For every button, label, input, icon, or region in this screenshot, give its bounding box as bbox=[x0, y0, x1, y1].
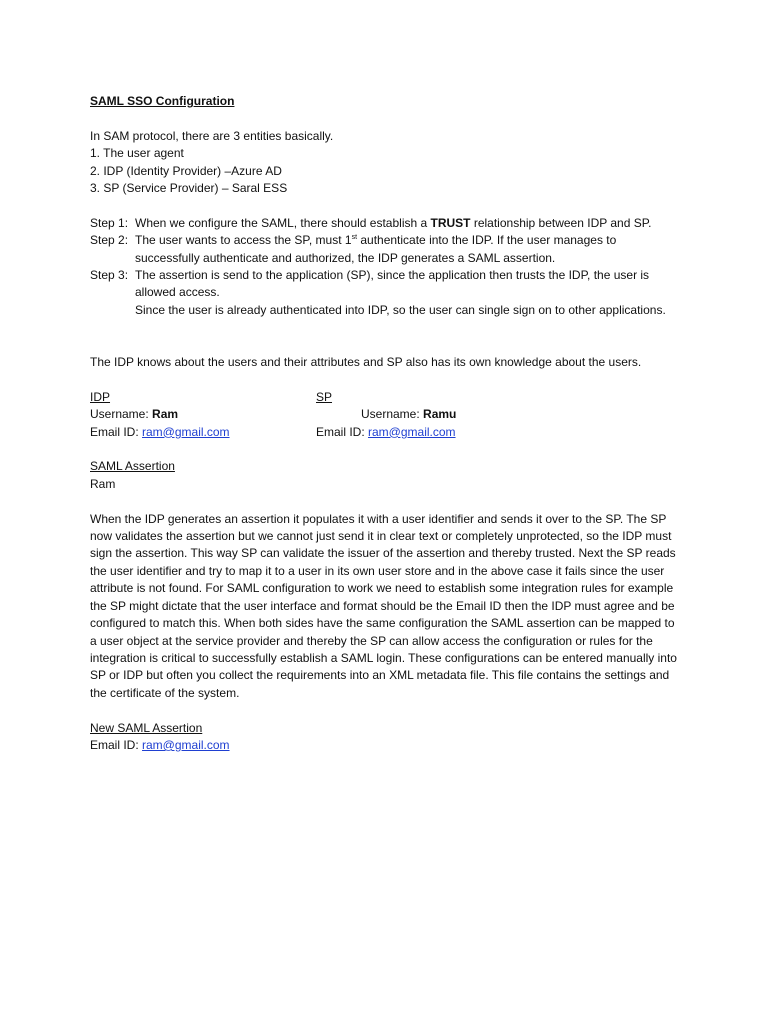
username-label: Username: bbox=[90, 407, 153, 422]
page-title: SAML SSO Configuration bbox=[90, 94, 235, 108]
idp-heading: IDP bbox=[90, 389, 111, 404]
spacer bbox=[90, 371, 680, 388]
step-label: Step 3: bbox=[90, 268, 129, 283]
email-link[interactable]: ram@gmail.com bbox=[142, 424, 230, 439]
email-label: Email ID: bbox=[316, 424, 369, 439]
step-1 bbox=[90, 215, 680, 232]
step-text: The assertion is send to the application (SP), since the application then trusts the IDP, the user is allowed access. bbox=[135, 268, 650, 300]
knowledge-text: The IDP knows about the users and their attributes and SP also has its own knowledge about the users. bbox=[90, 355, 642, 370]
spacer bbox=[90, 319, 680, 354]
document-page bbox=[90, 93, 680, 754]
step-label: Step 2: bbox=[90, 233, 129, 248]
intro-text: In SAM protocol, there are 3 entities basically. bbox=[90, 128, 334, 143]
spacer bbox=[90, 702, 680, 719]
saml-assertion-value: Ram bbox=[90, 476, 116, 491]
step-3 bbox=[90, 267, 680, 319]
step-text: When we configure the SAML, there should establish a bbox=[135, 215, 431, 230]
entity-item: 1. The user agent bbox=[90, 146, 184, 161]
saml-assertion-heading: SAML Assertion bbox=[90, 459, 175, 474]
step-text: Since the user is already authenticated into IDP, so the user can single sign on to other applications. bbox=[135, 302, 666, 317]
step-body bbox=[135, 215, 680, 232]
email-label: Email ID: bbox=[90, 737, 143, 752]
step-text: authenticate into the IDP. If the user manages to successfully authenticate and authorized, the IDP generates a SAML assertion. bbox=[135, 233, 617, 265]
spacer bbox=[90, 110, 680, 127]
idp-sp-comparison bbox=[90, 389, 680, 441]
step-body bbox=[135, 267, 680, 319]
sp-email bbox=[316, 424, 680, 441]
username-value: Ram bbox=[152, 407, 179, 422]
step-label: Step 1: bbox=[90, 215, 129, 230]
entity-item: 3. SP (Service Provider) – Saral ESS bbox=[90, 181, 288, 196]
spacer bbox=[90, 197, 680, 214]
username-label: Username: bbox=[361, 407, 424, 422]
spacer bbox=[90, 441, 680, 458]
step-text: relationship between IDP and SP. bbox=[470, 215, 652, 230]
sp-username bbox=[316, 406, 680, 423]
spacer bbox=[90, 493, 680, 510]
step-2 bbox=[90, 232, 680, 267]
username-value: Ramu bbox=[423, 407, 457, 422]
sp-column bbox=[316, 389, 680, 441]
ordinal-suffix: st bbox=[351, 234, 358, 242]
step-body bbox=[135, 232, 680, 267]
new-saml-assertion-heading: New SAML Assertion bbox=[90, 720, 203, 735]
email-label: Email ID: bbox=[90, 424, 143, 439]
entity-item: 2. IDP (Identity Provider) –Azure AD bbox=[90, 163, 282, 178]
idp-column bbox=[90, 389, 316, 441]
step-text: The user wants to access the SP, must 1 bbox=[135, 233, 352, 248]
email-link[interactable]: ram@gmail.com bbox=[368, 424, 456, 439]
idp-email bbox=[90, 424, 316, 441]
sp-heading: SP bbox=[316, 389, 333, 404]
new-saml-assertion-email bbox=[90, 737, 680, 754]
idp-username bbox=[90, 406, 316, 423]
email-link[interactable]: ram@gmail.com bbox=[142, 737, 230, 752]
explanation-paragraph: When the IDP generates an assertion it populates it with a user identifier and sends it over to the SP. The SP now validates the assertion but we cannot just send it in clear text or completely unprotected, so the IDP must sign the assertion. This way SP can validate the issuer of the assertion and thereby trusted. Next the SP reads the user identifier and try to map it to a user in its own user store and in the above case it fails since the user attribute is not found. For SAML configuration to work we need to establish some integration rules for example the SP might dictate that the user interface and format should be the Email ID then the IDP must agree and be configured to match this. When both sides have the same configuration the SAML assertion can be mapped to a user object at the service provider and thereby the SP can allow access the configuration or rules for the integration is critical to successfully establish a SAML login. These configurations can be entered manually into SP or IDP but often you collect the requirements into an XML metadata file. This file contains the settings and the certificate of the system. bbox=[90, 511, 677, 700]
trust-keyword: TRUST bbox=[430, 215, 471, 230]
